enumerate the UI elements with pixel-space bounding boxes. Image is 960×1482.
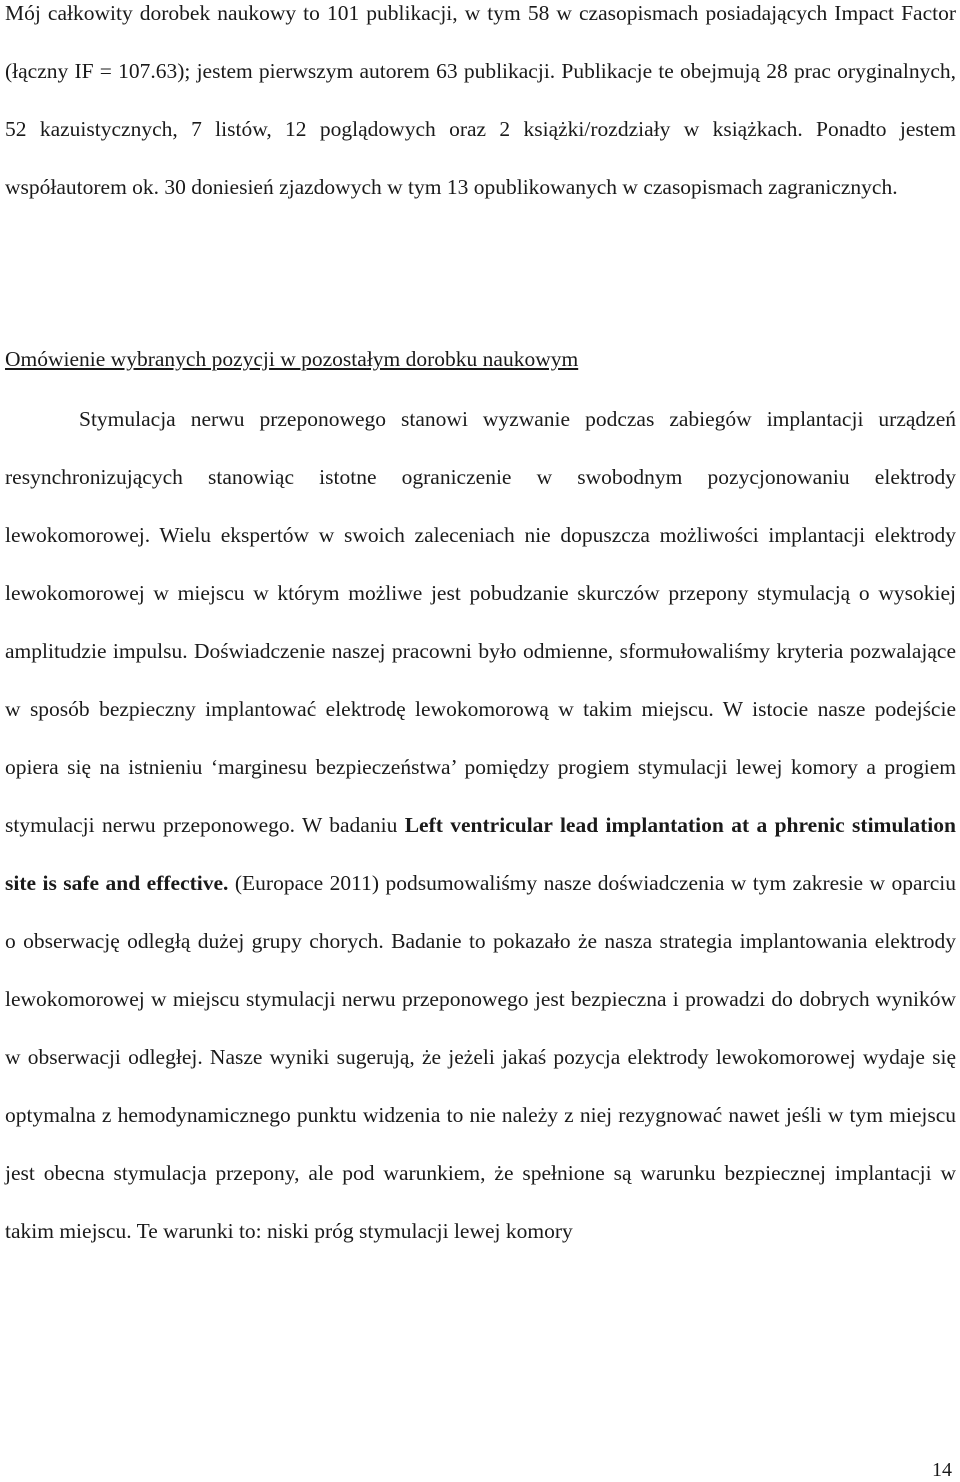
paragraph-phrenic-stimulation [5, 390, 956, 1260]
paragraph-text-part-2: (Europace 2011) podsumowaliśmy nasze doświadczenia w tym zakresie w oparciu o obserwację odległą dużej grupy chorych. Badanie to pokazało że nasza strategia implantowania elektrody lewokomorowej w miejscu stymulacji nerwu przeponowego jest bezpieczna i prowadzi do dobrych wyników w obserwacji odległej. Nasze wyniki sugerują, że jeżeli jakaś pozycja elektrody lewokomorowej wydaje się optymalna z hemodynamicznego punktu widzenia to nie należy z niej rezygnować nawet jeśli w tym miejscu jest obecna stymulacja przepony, ale pod warunkiem, że spełnione są warunku bezpiecznej implantacji w takim miejscu. Te warunki to: niski próg stymulacji lewej komory [5, 871, 956, 1243]
section-heading: Omówienie wybranych pozycji w pozostałym dorobku naukowym [5, 347, 579, 371]
paragraph-text-part-1: Stymulacja nerwu przeponowego stanowi wyzwanie podczas zabiegów implantacji urządzeń resynchronizujących stanowiąc istotne ograniczenie w swobodnym pozycjonowaniu elektrody lewokomorowej. Wielu ekspertów w swoich zaleceniach nie dopuszcza możliwości implantacji elektrody lewokomorowej w miejscu w którym możliwe jest pobudzanie skurczów przepony stymulacją o wysokiej amplitudzie impulsu. Doświadczenie naszej pracowni było odmienne, sformułowaliśmy kryteria pozwalające w sposób bezpieczny implantować elektrodę lewokomorową w takim miejscu. W istocie nasze podejście opiera się na istnieniu ‘marginesu bezpieczeństwa’ pomiędzy progiem stymulacji lewej komory a progiem stymulacji nerwu przeponowego. W badaniu [5, 407, 956, 837]
bold-paper-title: Left ventricular lead implantation at a phrenic stimulation site is safe and effective. [5, 813, 956, 895]
paragraph-publications-summary: Mój całkowity dorobek naukowy to 101 publikacji, w tym 58 w czasopismach posiadających Impact Factor (łączny IF = 107.63); jestem pierwszym autorem 63 publikacji. Publikacje te obejmują 28 prac oryginalnych, 52 kazuistycznych, 7 listów, 12 poglądowych oraz 2 książki/rozdziały w książkach. Ponadto jestem współautorem ok. 30 doniesień zjazdowych w tym 13 opublikowanych w czasopismach zagranicznych. [5, 1, 956, 199]
page-number: 14 [932, 1459, 952, 1481]
